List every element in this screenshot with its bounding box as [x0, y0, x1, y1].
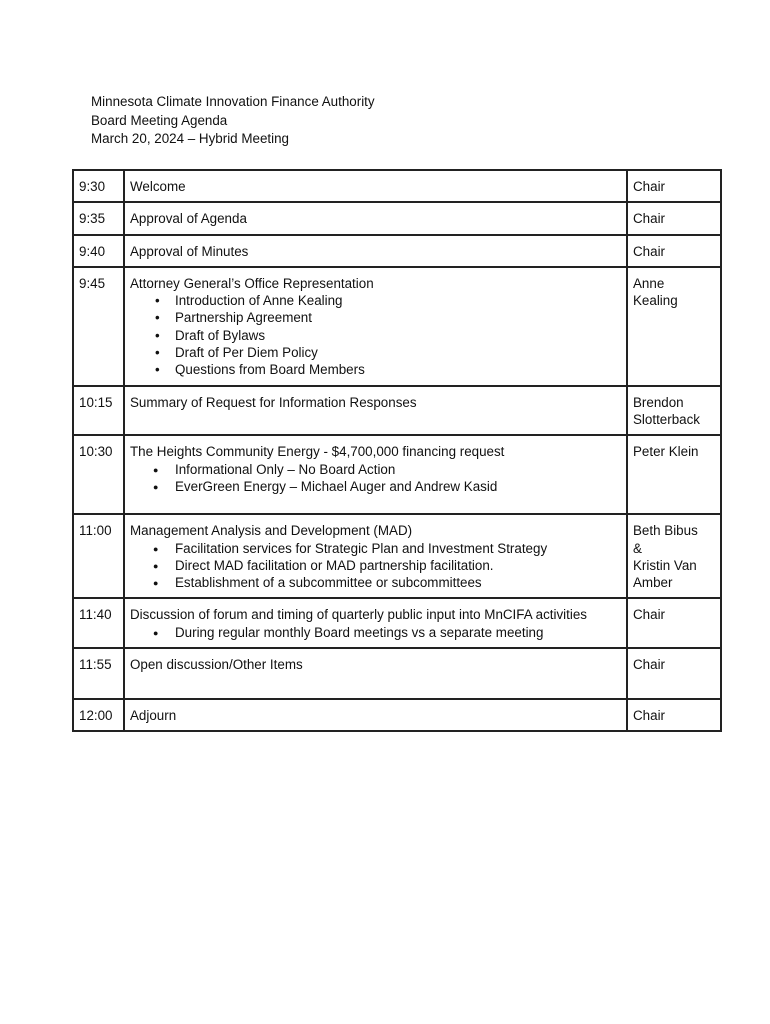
- agenda-row: [73, 699, 721, 731]
- item-cell: [124, 514, 627, 598]
- lead-cell: [627, 235, 721, 267]
- item-bullets: [130, 540, 621, 592]
- item-bullets: [130, 461, 621, 496]
- lead-cell: [627, 648, 721, 699]
- bullet-item: ● Facilitation services for Strategic Plan and Investment Strategy: [175, 540, 621, 557]
- presenter: Chair: [633, 179, 665, 194]
- agenda-row: [73, 598, 721, 648]
- lead-cell: [627, 598, 721, 648]
- item-cell: [124, 699, 627, 731]
- lead-cell: [627, 202, 721, 234]
- agenda-row: [73, 202, 721, 234]
- agenda-row: [73, 235, 721, 267]
- presenter: &: [633, 540, 642, 556]
- item-bullets: [130, 292, 621, 378]
- presenter: Chair: [633, 708, 665, 724]
- agenda-header: [91, 93, 375, 149]
- item-title: The Heights Community Energy - $4,700,000 financing request: [130, 444, 505, 460]
- time-cell: 11:00: [73, 514, 124, 598]
- item-title: Welcome: [130, 179, 186, 194]
- bullet-item: ● EverGreen Energy – Michael Auger and Andrew Kasid: [175, 478, 621, 495]
- meeting-date: March 20, 2024 – Hybrid Meeting: [91, 131, 289, 146]
- agenda-row: [73, 435, 721, 514]
- bullet-item: • Draft of Bylaws: [175, 327, 621, 344]
- presenter: Brendon: [633, 394, 684, 410]
- time-cell: 11:55: [73, 648, 124, 699]
- agenda-row: [73, 648, 721, 699]
- time-cell: 9:45: [73, 267, 124, 386]
- lead-cell: [627, 435, 721, 514]
- agenda-row: [73, 514, 721, 598]
- item-cell: [124, 267, 627, 386]
- time-cell: 12:00: [73, 699, 124, 731]
- presenter: Chair: [633, 211, 665, 227]
- document-title: Board Meeting Agenda: [91, 112, 228, 128]
- bullet-item: ● Establishment of a subcommittee or subcommittees: [175, 574, 621, 591]
- bullet-item: ● Informational Only – No Board Action: [175, 461, 621, 478]
- time-cell: 11:40: [73, 598, 124, 648]
- presenter: Peter Klein: [633, 444, 699, 460]
- time-cell: 10:15: [73, 386, 124, 436]
- bullet-item: • Questions from Board Members: [175, 361, 621, 378]
- bullet-item: • Partnership Agreement: [175, 309, 621, 326]
- item-cell: [124, 170, 627, 202]
- item-cell: [124, 235, 627, 267]
- lead-cell: [627, 514, 721, 598]
- time-cell: 9:35: [73, 202, 124, 234]
- time-cell: 10:30: [73, 435, 124, 514]
- bullet-item: ● During regular monthly Board meetings vs a separate meeting: [175, 624, 621, 641]
- item-cell: [124, 648, 627, 699]
- agenda-row: [73, 170, 721, 202]
- item-title: Summary of Request for Information Responses: [130, 394, 417, 410]
- presenter: Amber: [633, 575, 673, 591]
- item-title: Discussion of forum and timing of quarterly public input into MnCIFA activities: [130, 607, 587, 623]
- item-cell: [124, 598, 627, 648]
- lead-cell: [627, 170, 721, 202]
- item-cell: [124, 435, 627, 514]
- item-cell: [124, 386, 627, 436]
- agenda-row: [73, 267, 721, 386]
- presenter: Chair: [633, 657, 665, 673]
- presenter: Kristin Van: [633, 557, 697, 573]
- bullet-item: • Draft of Per Diem Policy: [175, 344, 621, 361]
- item-title: Open discussion/Other Items: [130, 657, 303, 673]
- item-title: Approval of Agenda: [130, 211, 247, 227]
- item-title: Attorney General’s Office Representation: [130, 275, 374, 291]
- organization-name: Minnesota Climate Innovation Finance Authority: [91, 94, 375, 109]
- lead-cell: [627, 267, 721, 386]
- presenter: Slotterback: [633, 411, 700, 427]
- time-cell: 9:40: [73, 235, 124, 267]
- agenda-table: [72, 169, 722, 732]
- time-cell: 9:30: [73, 170, 124, 202]
- agenda-row: [73, 386, 721, 436]
- item-title: Management Analysis and Development (MAD): [130, 523, 413, 539]
- bullet-item: • Introduction of Anne Kealing: [175, 292, 621, 309]
- lead-cell: [627, 699, 721, 731]
- item-title: Approval of Minutes: [130, 243, 249, 259]
- item-cell: [124, 202, 627, 234]
- item-title: Adjourn: [130, 708, 177, 724]
- item-bullets: [130, 624, 621, 641]
- presenter: Chair: [633, 607, 665, 623]
- presenter: Kealing: [633, 293, 678, 309]
- bullet-item: ● Direct MAD facilitation or MAD partnership facilitation.: [175, 557, 621, 574]
- lead-cell: [627, 386, 721, 436]
- presenter: Chair: [633, 243, 665, 259]
- presenter: Anne: [633, 275, 665, 291]
- presenter: Beth Bibus: [633, 523, 698, 539]
